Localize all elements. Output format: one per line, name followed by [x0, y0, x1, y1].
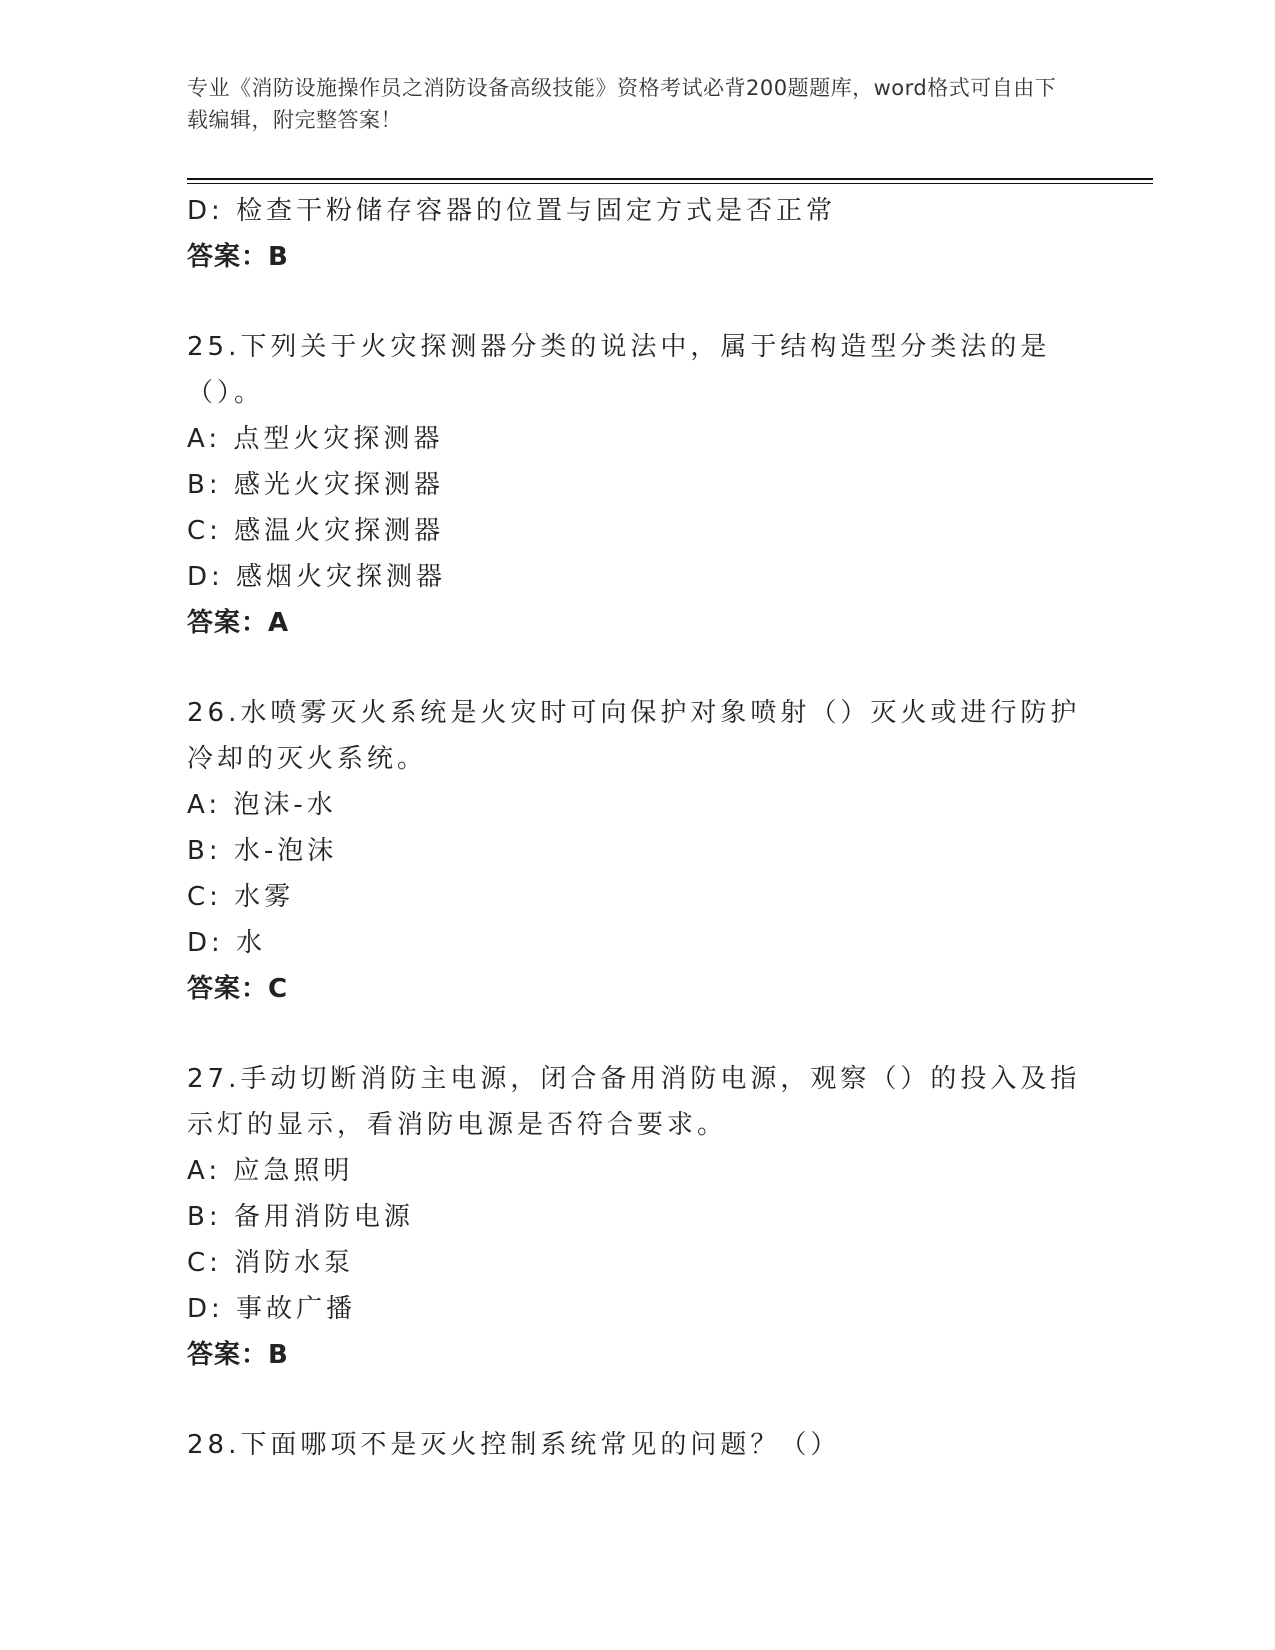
prev-option-d: D: 检查干粉储存容器的位置与固定方式是否正常: [187, 196, 837, 226]
question-27: [187, 1056, 1087, 1378]
option-c: C: 感温火灾探测器: [187, 516, 445, 546]
option-b: B: 水-泡沫: [187, 836, 338, 866]
option-d: D: 水: [187, 928, 267, 958]
answer: 答案：A: [187, 608, 290, 638]
question-26: [187, 690, 1087, 1012]
option-a: A: 泡沫-水: [187, 790, 337, 820]
document-header: 专业《消防设施操作员之消防设备高级技能》资格考试必背200题题库，word格式可自由下载编辑，附完整答案！: [187, 76, 1057, 132]
option-c: C: 水雾: [187, 882, 295, 912]
question-text: 28.下面哪项不是灭火控制系统常见的问题？（）: [187, 1430, 841, 1460]
answer: 答案：B: [187, 1340, 289, 1370]
option-a: A: 点型火灾探测器: [187, 424, 444, 454]
option-b: B: 感光火灾探测器: [187, 470, 444, 500]
header-divider-thick: [187, 178, 1153, 180]
option-d: D: 事故广播: [187, 1294, 357, 1324]
question-text: 27.手动切断消防主电源，闭合备用消防电源，观察（）的投入及指示灯的显示，看消防电源是否符合要求。: [187, 1064, 1081, 1140]
prev-answer: 答案：B: [187, 242, 289, 272]
question-text: 26.水喷雾灭火系统是火灾时可向保护对象喷射（）灭火或进行防护冷却的灭火系统。: [187, 698, 1081, 774]
option-b: B: 备用消防电源: [187, 1202, 414, 1232]
question-25: [187, 324, 1087, 646]
header-divider-thin: [187, 183, 1153, 184]
answer: 答案：C: [187, 974, 289, 1004]
question-28: [187, 1422, 1087, 1468]
option-c: C: 消防水泵: [187, 1248, 355, 1278]
option-a: A: 应急照明: [187, 1156, 354, 1186]
question-list: [187, 188, 1087, 1468]
question-text: 25.下列关于火灾探测器分类的说法中，属于结构造型分类法的是（）。: [187, 332, 1051, 408]
option-d: D: 感烟火灾探测器: [187, 562, 447, 592]
